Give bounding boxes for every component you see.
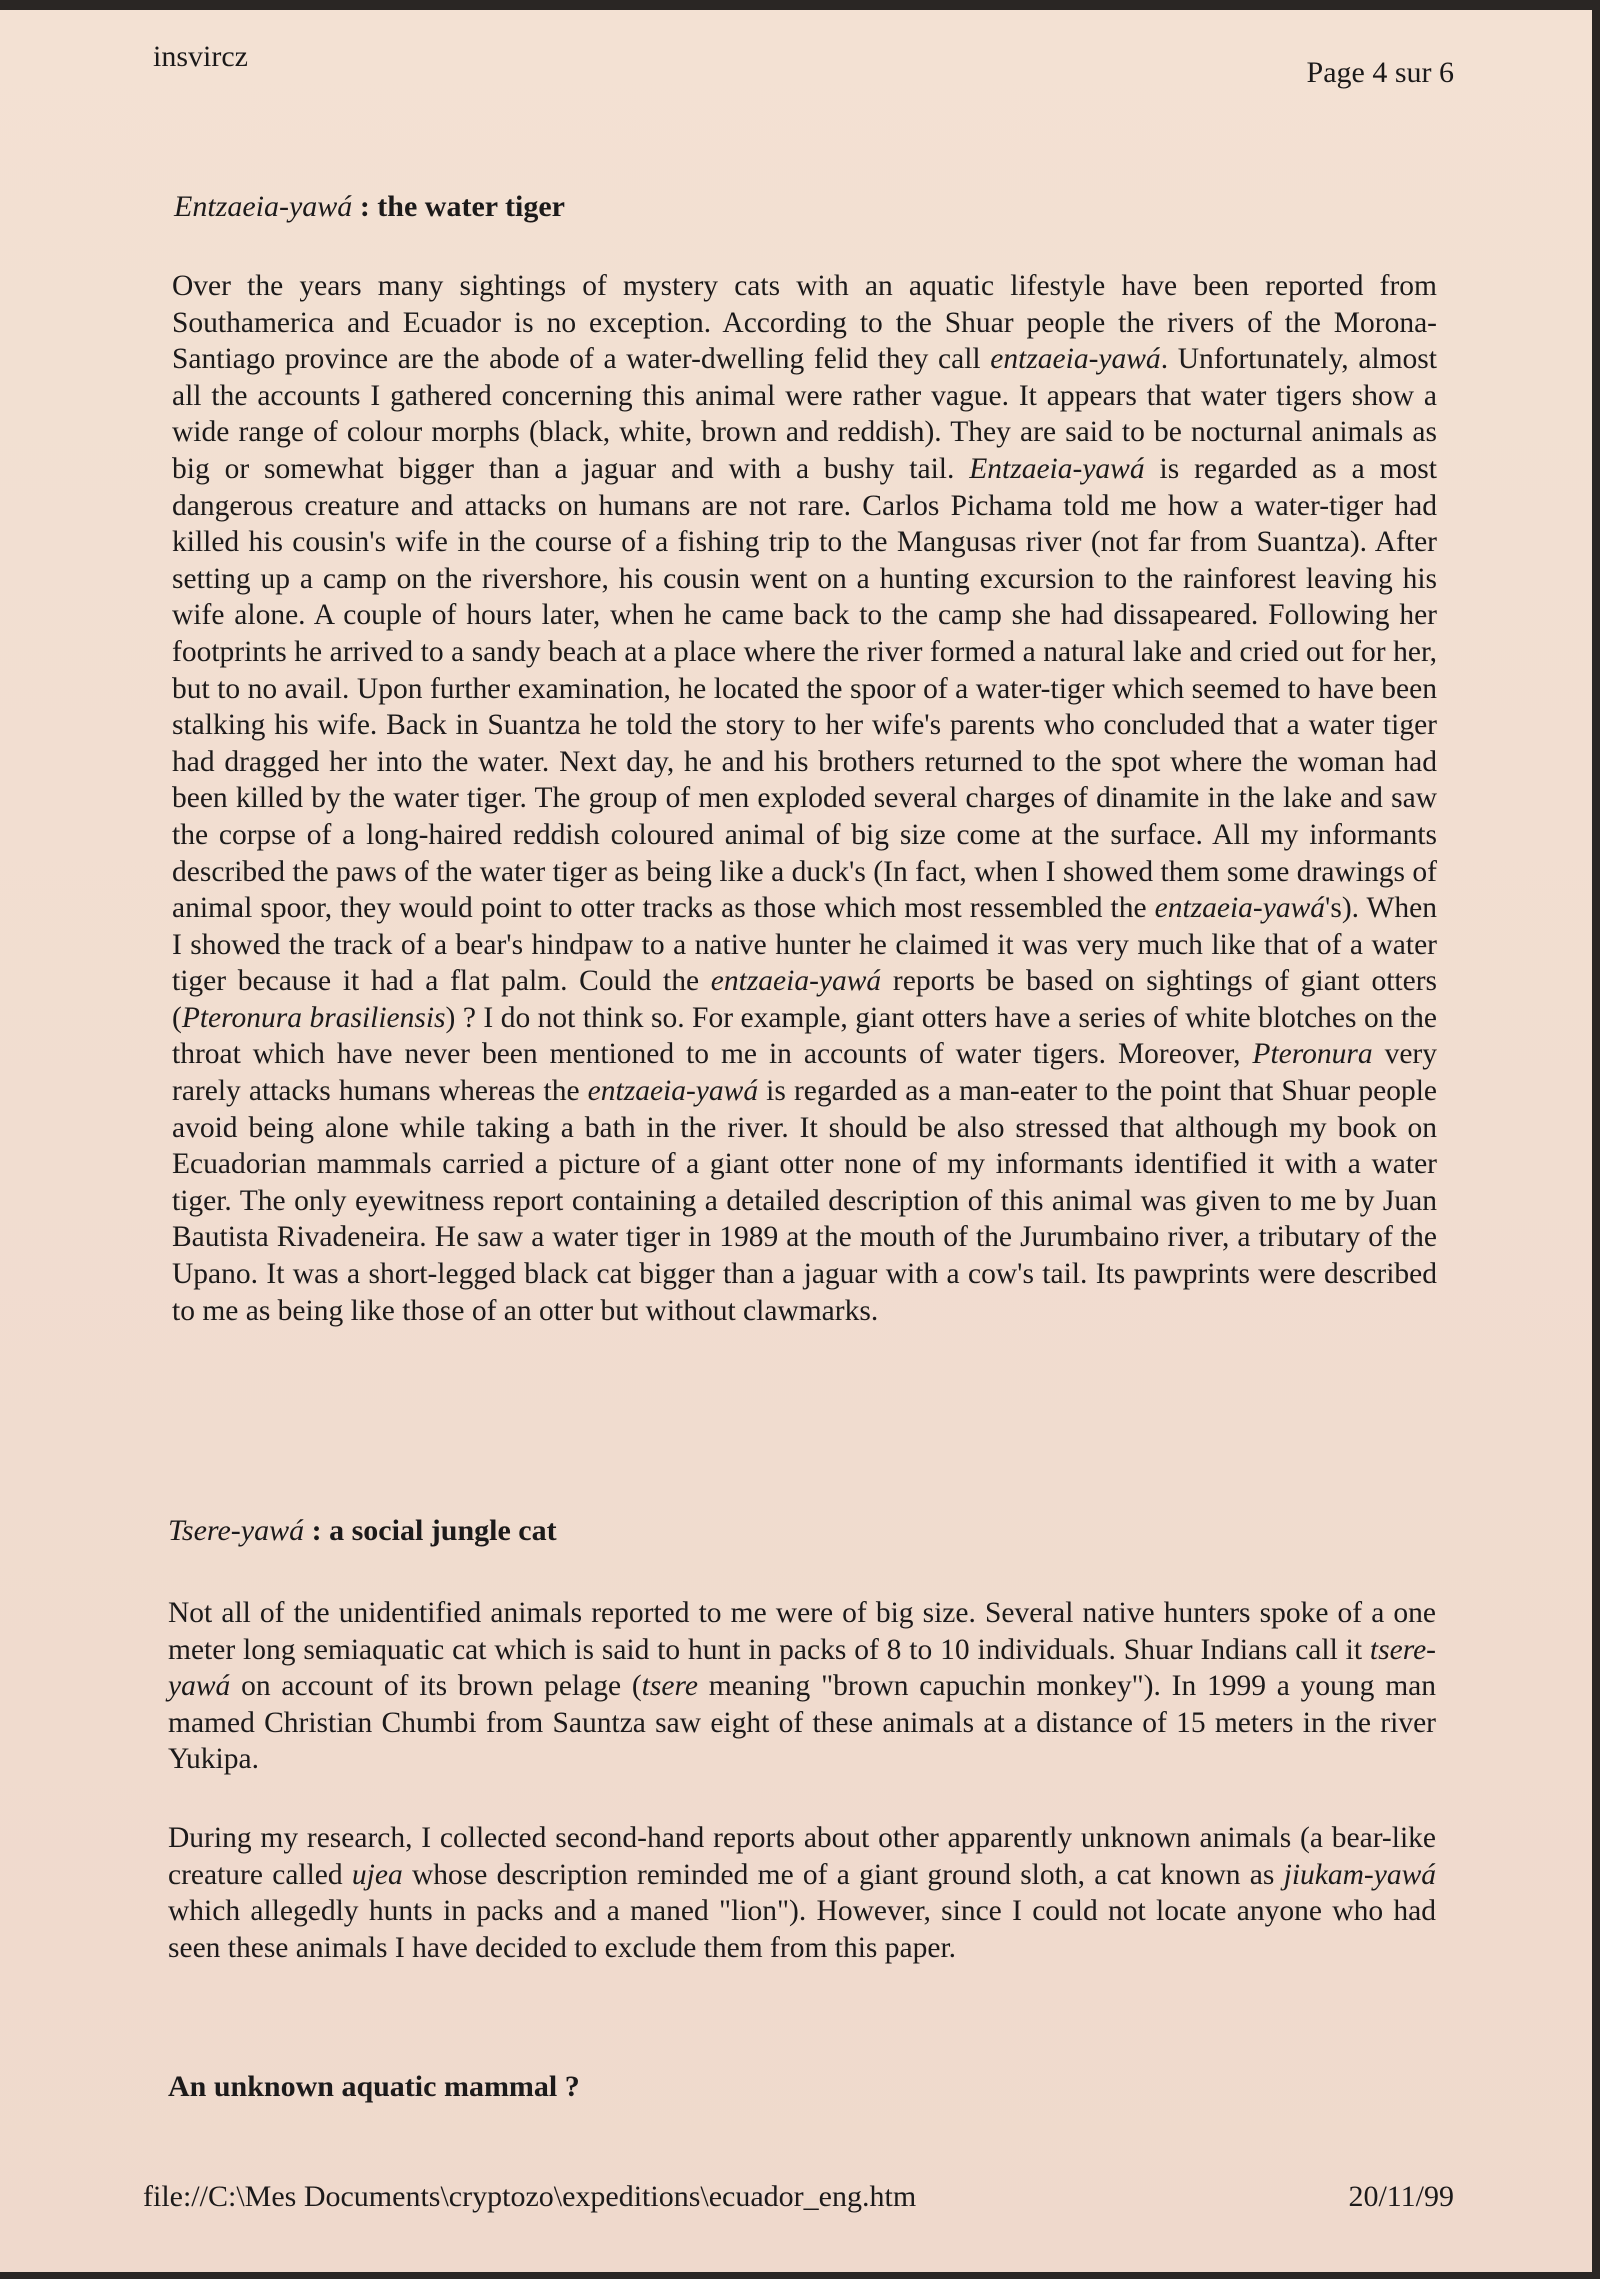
document-page (0, 10, 1592, 2272)
footer-file-path: file://C:\Mes Documents\cryptozo\expeditions\ecuador_eng.htm (143, 2180, 917, 2213)
section-body-social-jungle-cat (168, 1595, 1436, 1778)
text-run: on account of its brown pelage ( (230, 1670, 642, 1703)
section-heading-aquatic-mammal: An unknown aquatic mammal ? (168, 2070, 580, 2103)
text-run: . Unfortunately, almost all the accounts I gathered concerning this animal were rather vague. It appears that water tigers show a wide range of colour morphs (black, white, brown and reddish). They are said to be nocturnal animals as big or somewhat bigger than a jaguar and with a bushy tail. (172, 343, 1437, 485)
header-page-number: Page 4 sur 6 (1306, 56, 1454, 89)
italic-term: ujea (351, 1858, 403, 1891)
text-run: During my research, I collected second-hand reports about other apparently unknown animals (a bear-like creature called (168, 1822, 1436, 1891)
text-run: ) ? I do not think so. For example, giant otters have a series of white blotches on the throat which have never been mentioned to me in accounts of water tigers. Moreover, (172, 1001, 1437, 1071)
text-run: very rarely attacks humans whereas the (172, 1038, 1437, 1108)
italic-term: tsere-yawá (168, 1633, 1436, 1703)
italic-term: entzaeia-yawá (710, 965, 882, 998)
footer-date: 20/11/99 (1348, 2180, 1454, 2213)
italic-term: jiukam-yawá (1283, 1858, 1437, 1891)
section-body-water-tiger (172, 268, 1437, 1329)
heading-rest: : the water tiger (352, 190, 565, 223)
section-heading-water-tiger (174, 190, 1442, 224)
text-run: which allegedly hunts in packs and a maned "lion"). However, since I could not locate anyone who had seen these animals I have decided to exclude them from this paper. (168, 1895, 1436, 1964)
italic-term: entzaeia-yawá (1154, 892, 1326, 925)
heading-italic-term: Tsere-yawá (168, 1514, 305, 1547)
italic-term: Entzaeia-yawá (969, 452, 1145, 485)
italic-term: Pteronura (1252, 1038, 1373, 1071)
italic-term: Pteronura brasiliensis (181, 1001, 446, 1034)
text-run: Over the years many sightings of mystery cats with an aquatic lifestyle have been reported from Southamerica and Ecuador is no exception. According to the Shuar people the rivers of the Morona-Santiago province are the abode of a water-dwelling felid they call (172, 270, 1437, 376)
italic-term: entzaeia-yawá (990, 343, 1161, 376)
text-run: is regarded as a man-eater to the point that Shuar people avoid being alone while taking a bath in the river. It should be also stressed that although my book on Ecuadorian mammals carried a picture of a giant otter none of my informants identified it with a water tiger. The only eyewitness report containing a detailed description of this animal was given to me by Juan Bautista Rivadeneira. He saw a water tiger in 1989 at the mouth of the Jurumbaino river, a tributary of the Upano. It was a short-legged black cat bigger than a jaguar with a cow's tail. Its pawprints were described to me as being like those of an otter but without clawmarks. (172, 1075, 1437, 1327)
italic-term: entzaeia-yawá (587, 1075, 759, 1108)
text-run: meaning "brown capuchin monkey"). In 1999 a young man mamed Christian Chumbi from Sauntza saw eight of these animals at a distance of 15 meters in the river Yukipa. (168, 1670, 1436, 1776)
text-run: is regarded as a most dangerous creature and attacks on humans are not rare. Carlos Pichama told me how a water-tiger had killed his cousin's wife in the course of a fishing trip to the Mangusas river (not far from Suantza). After setting up a camp on the rivershore, his cousin went on a hunting excursion to the rainforest leaving his wife alone. A couple of hours later, when he came back to the camp she had dissapeared. Following her footprints he arrived to a sandy beach at a place where the river formed a natural lake and cried out for her, but to no avail. Upon further examination, he located the spoor of a water-tiger which seemed to have been stalking his wife. Back in Suantza he told the story to her wife's parents who concluded that a water tiger had dragged her into the water. Next day, he and his brothers returned to the spot where the woman had been killed by the water tiger. The group of men exploded several charges of dinamite in the lake and saw the corpse of a long-haired reddish coloured animal of big size come at the surface. All my informants described the paws of the water tiger as being like a duck's (In fact, when I showed them some drawings of animal spoor, they would point to otter tracks as those which most ressembled the (172, 452, 1437, 925)
heading-italic-term: Entzaeia-yawá (174, 190, 353, 223)
section-heading-social-jungle-cat (168, 1514, 1436, 1548)
italic-term: tsere (641, 1670, 698, 1703)
text-run: 's). When I showed the track of a bear's hindpaw to a native hunter he claimed it was very much like that of a water tiger because it had a flat palm. Could the (172, 892, 1437, 998)
section-body-other-animals (168, 1820, 1436, 1966)
text-run: Not all of the unidentified animals reported to me were of big size. Several native hunters spoke of a one meter long semiaquatic cat which is said to hunt in packs of 8 to 10 individuals. Shuar Indians call it (168, 1597, 1436, 1666)
text-run: reports be based on sightings of giant otters ( (172, 965, 1437, 1034)
heading-rest: : a social jungle cat (304, 1514, 557, 1547)
header-author: insvircz (153, 40, 248, 73)
text-run: whose description reminded me of a giant ground sloth, a cat known as (402, 1858, 1284, 1891)
